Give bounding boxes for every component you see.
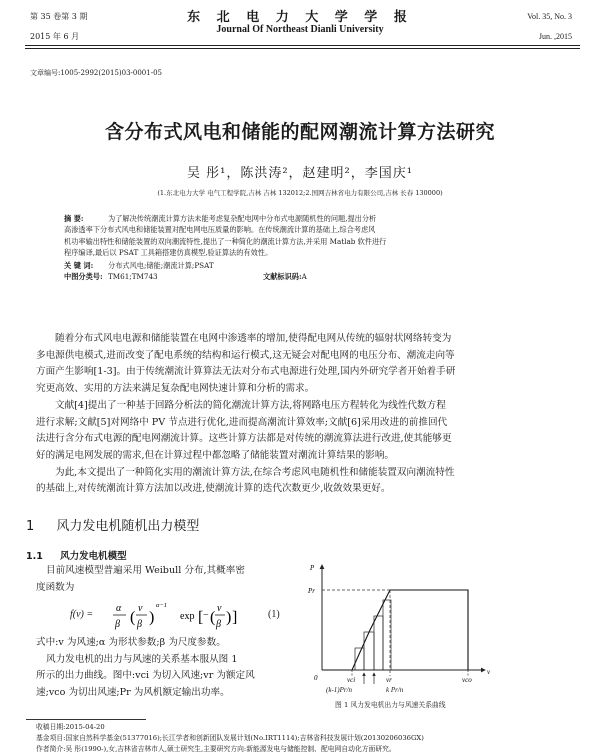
- text-line: 文献[4]提出了一种基于回路分析法的简化潮流计算方法,将网路电压方程转化为线性代数方程: [55, 399, 446, 411]
- y-axis-label: P: [310, 564, 315, 572]
- origin-label: 0: [314, 674, 318, 682]
- affiliation: (1.东北电力大学 电气工程学院,吉林 吉林 132012;2.国网吉林省电力有限公司,吉林 长春 130000): [157, 189, 443, 197]
- equation-1: [70, 598, 282, 634]
- keywords-row: [64, 260, 534, 271]
- tick-vco: vco: [462, 676, 472, 684]
- date-en: Jun. ,2015: [538, 32, 572, 41]
- header-volume-date-en: [527, 11, 572, 43]
- keywords-text: 分布式风电;储能;潮流计算;PSAT: [108, 260, 214, 270]
- text-line: 式中:v 为风速;α 为形状参数;β 为尺度参数。: [36, 637, 226, 648]
- clc-value: TM61;TM743: [108, 272, 158, 282]
- text-line: 进行求解;文献[5]对网络中 PV 节点进行优化,进而提高潮流计算效率;文献[6]采用改进的前推回代: [36, 416, 448, 428]
- text-line: 风力发电机的出力与风速的关系基本服从图 1: [46, 653, 238, 665]
- clc-label: 中图分类号:: [64, 272, 103, 282]
- article-number: 文章编号:1005-2992(2015)03-0001-05: [30, 69, 162, 77]
- svg-text:α−1: α−1: [156, 602, 168, 609]
- svg-text:v: v: [217, 603, 222, 614]
- intro-paragraph-2: [36, 398, 566, 465]
- section-1-1-text: [36, 563, 282, 596]
- text-line: 好的满足电网发展的需求,但在计算过程中都忽略了储能装置对潮流计算结果的影响。: [36, 449, 395, 461]
- footnote-received: 收稿日期:2015-04-20: [36, 723, 105, 731]
- intro-paragraph-1: [36, 331, 566, 398]
- classification-row: [64, 271, 534, 282]
- svg-text:): ): [149, 609, 155, 626]
- section-1-heading: [26, 515, 199, 534]
- subsection-title: 风力发电机模型: [60, 551, 127, 562]
- text-line: 究更高效、实用的方法来满足复杂配电网快速计算和分析的需求。: [36, 383, 315, 395]
- equation-lhs: f(v) =: [70, 609, 94, 620]
- step-block: [364, 632, 374, 670]
- power-curve: [322, 590, 468, 670]
- footnote-author-bio: 作者简介:吴 彤(1990-),女,吉林省吉林市人,硕士研究生,主要研究方向:新能源发电与储能控制、配电网自动化方面研究。: [36, 745, 396, 753]
- section-1-1-heading: [26, 548, 127, 562]
- label-k-minus-1: (k-1)Pr/n: [326, 686, 353, 694]
- text-line: 目前风速模型普遍采用 Weibull 分布,其概率密: [46, 565, 245, 576]
- svg-text:(: (: [130, 609, 136, 626]
- text-line: 为此,本文提出了一种简化实用的潮流计算方法,在综合考虑风电随机性和储能装置双向潮流特性: [55, 466, 455, 478]
- abstract-text-line: 高渗透率下分布式风电和储能装置对配电网电压质量的影响。在传统潮流计算的基础上,综合考虑风: [64, 225, 376, 235]
- svg-text:β: β: [137, 619, 142, 630]
- svg-text:(: (: [210, 609, 216, 626]
- svg-text:β: β: [216, 619, 221, 630]
- abstract-text-line: 程序编译,最后以 PSAT 工具箱搭建仿真模型,验证算法的有效性。: [64, 248, 273, 258]
- section-1-1-explanation: [36, 635, 282, 702]
- svg-text:): ): [226, 609, 232, 626]
- svg-text:α: α: [116, 603, 122, 614]
- svg-text:−: −: [203, 610, 209, 621]
- equation-body: [110, 598, 238, 634]
- doc-code-label: 文献标识码:: [263, 272, 302, 282]
- abstract-block: [64, 213, 534, 282]
- header-rule-top: [25, 45, 580, 46]
- paper-title: 含分布式风电和储能的配网潮流计算方法研究: [104, 121, 495, 143]
- footnote-rule: [26, 719, 146, 720]
- figure-1: [300, 560, 500, 710]
- keywords-label: 关 键 词:: [64, 260, 94, 270]
- equation-exp: exp: [180, 611, 195, 622]
- abstract-label: 摘 要:: [64, 214, 84, 223]
- text-line: 法进行含分布式电源的配电网潮流计算。这些计算方法都是对传统的潮流算法进行改进,使其能够更: [36, 433, 452, 445]
- header-rule-bottom: [25, 48, 580, 49]
- text-line: 的基础上,对传统潮流计算方法加以改进,使潮流计算的迭代次数更少,收敛效果更好。: [36, 483, 391, 495]
- svg-text:v: v: [138, 603, 143, 614]
- label-k: k Pr/n: [386, 686, 404, 694]
- footnote-funding: 基金项目:国家自然科学基金(51377016);长江学者和创新团队发展计划(No.IRT1114);吉林省科技发展计划(20130206036GX): [36, 734, 424, 742]
- doc-code-value: A: [301, 272, 307, 282]
- volume-en: Vol. 35, No. 3: [527, 12, 572, 21]
- text-line: 所示的出力曲线。图中:vci 为切入风速;vr 为额定风: [36, 670, 255, 682]
- svg-text:]: ]: [232, 609, 238, 626]
- abstract-text-line: 为了解决传统潮流计算方法未能考虑复杂配电网中分布式电源随机性的问题,提出分析: [108, 214, 377, 223]
- text-line: 随着分布式风电电源和储能装置在电网中渗透率的增加,使得配电网从传统的辐射状网络转变为: [55, 333, 452, 344]
- text-line: 多电源供电模式,进而改变了配电系统的结构和运行模式,这无疑会对配电网的电压分布、潮流走向等: [36, 349, 455, 361]
- journal-title-en: Journal Of Northeast Dianli University: [216, 24, 384, 35]
- section-number: 1: [26, 519, 35, 534]
- tick-vci: vci: [347, 676, 356, 684]
- text-line: 速;vco 为切出风速;Pr 为风机额定输出功率。: [36, 687, 230, 699]
- svg-text:[: [: [198, 609, 204, 626]
- figure-1-caption: 图 1 风力发电机出力与风速关系曲线: [335, 701, 446, 709]
- svg-text:β: β: [115, 619, 120, 630]
- text-line: 方面产生影响[1-3]。由于传统潮流计算算法无法对分布式电源进行处理,国内外研究学者开始着手研: [36, 366, 456, 378]
- x-axis-label: v: [487, 668, 491, 676]
- abstract-line-1: [64, 213, 534, 224]
- section-title: 风力发电机随机出力模型: [56, 519, 200, 534]
- authors: 吴 彤¹，陈洪涛²，赵建明²，李国庆¹: [187, 166, 413, 181]
- footnotes: [36, 722, 591, 755]
- pr-label: Pr: [308, 587, 315, 595]
- equation-number: (1): [268, 609, 280, 620]
- intro-body: [36, 331, 566, 498]
- tick-vr: vr: [386, 676, 392, 684]
- volume-cn: 第 35 卷第 3 期: [30, 12, 88, 21]
- date-cn: 2015 年 6 月: [30, 32, 80, 41]
- text-line: 度函数为: [36, 581, 75, 593]
- abstract-text-line: 机功率输出特性和储能装置的双向潮流特性,提出了一种简化的潮流计算方法,并采用 Matlab 软件进行: [64, 236, 387, 246]
- journal-title-cn: 东 北 电 力 大 学 学 报: [187, 10, 413, 25]
- intro-paragraph-3: [36, 465, 566, 498]
- figure-1-plot: [300, 560, 500, 690]
- step-block: [374, 616, 383, 670]
- subsection-number: 1.1: [26, 551, 43, 562]
